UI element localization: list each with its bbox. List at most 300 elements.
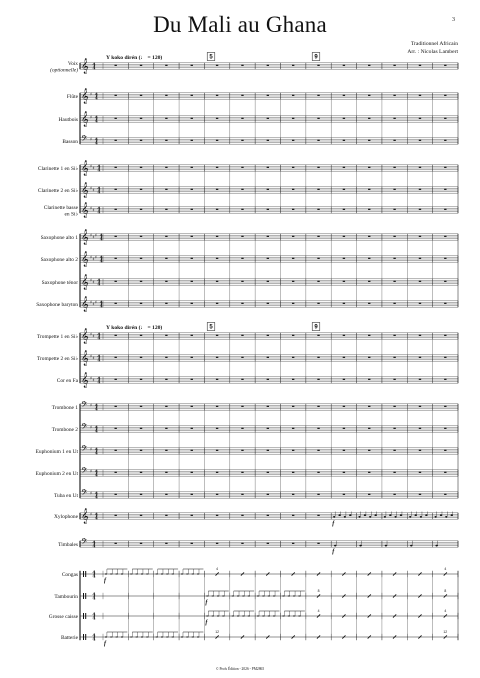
whole-rest: [114, 118, 116, 119]
whole-rest: [165, 95, 167, 96]
whole-rest: [368, 236, 370, 237]
time-signature-denominator: 4: [97, 380, 101, 386]
time-signature-denominator: 4: [92, 574, 96, 580]
time-signature-numerator: 4: [97, 332, 101, 338]
whole-rest: [292, 303, 294, 304]
whole-rest: [317, 357, 319, 358]
whole-rest: [216, 65, 218, 66]
whole-rest: [140, 379, 142, 380]
whole-rest: [444, 494, 446, 495]
instrument-label: Clarinette basse: [43, 205, 78, 211]
sharp-icon: ♯: [90, 469, 93, 475]
instrument-label: Tuba en Ut: [53, 492, 78, 499]
whole-rest: [140, 450, 142, 451]
whole-rest: [317, 335, 319, 336]
whole-rest: [191, 450, 193, 451]
whole-rest: [267, 335, 269, 336]
whole-rest: [216, 303, 218, 304]
time-signature-numerator: 4: [94, 469, 99, 475]
whole-rest: [114, 95, 116, 96]
whole-rest: [393, 472, 395, 473]
whole-rest: [419, 258, 421, 259]
whole-rest: [267, 189, 269, 190]
whole-rest: [343, 140, 345, 141]
percussion-clef-icon: [85, 634, 86, 640]
whole-rest: [393, 140, 395, 141]
whole-rest: [368, 118, 370, 119]
whole-rest: [317, 450, 319, 451]
whole-rest: [165, 303, 167, 304]
time-signature-numerator: 4: [94, 491, 99, 497]
whole-rest: [140, 281, 142, 282]
whole-rest: [267, 357, 269, 358]
time-signature-numerator: 4: [94, 92, 99, 98]
percussion-clef-icon: [83, 634, 84, 640]
whole-rest: [140, 65, 142, 66]
whole-rest: [241, 428, 243, 429]
sharp-icon: ♯: [90, 403, 93, 409]
whole-rest: [343, 450, 345, 451]
whole-rest: [292, 379, 294, 380]
sharp-icon: ♯: [90, 278, 93, 284]
whole-rest: [343, 65, 345, 66]
whole-rest: [241, 494, 243, 495]
time-signature-numerator: 4: [97, 186, 101, 192]
whole-rest: [368, 303, 370, 304]
treble-clef-icon: 𝄞: [81, 297, 89, 313]
whole-rest: [191, 118, 193, 119]
whole-rest: [343, 357, 345, 358]
sharp-icon: ♯: [92, 235, 95, 241]
whole-rest: [419, 65, 421, 66]
instrument-label: Clarinette 1 en Si♭: [37, 165, 78, 172]
dynamic-marking: f: [332, 521, 335, 527]
bass-clef-icon: 𝄢: [81, 489, 88, 501]
whole-rest: [444, 167, 446, 168]
whole-rest: [216, 140, 218, 141]
whole-rest: [165, 543, 167, 544]
whole-rest: [267, 450, 269, 451]
rehearsal-mark: 5: [209, 54, 213, 61]
xylophone-note: [369, 516, 371, 518]
whole-rest: [241, 303, 243, 304]
time-signature-numerator: 4: [97, 376, 101, 382]
sharp-icon: ♯: [90, 92, 93, 98]
whole-rest: [419, 209, 421, 210]
whole-rest: [216, 95, 218, 96]
whole-rest: [444, 140, 446, 141]
instrument-label: Saxophone ténor: [41, 279, 78, 286]
whole-rest: [140, 118, 142, 119]
instrument-label: Timbales: [58, 541, 78, 548]
whole-rest: [165, 236, 167, 237]
sharp-icon: ♯: [92, 188, 95, 194]
xylophone-note: [364, 514, 366, 516]
instrument-sublabel: (optionnelle): [50, 67, 78, 74]
xylophone-note: [333, 516, 335, 518]
whole-rest: [444, 428, 446, 429]
treble-clef-icon: 𝄞: [81, 59, 89, 75]
xylophone-note: [389, 514, 391, 516]
whole-rest: [241, 450, 243, 451]
whole-rest: [241, 258, 243, 259]
instrument-label: Grosse caisse: [48, 613, 78, 620]
whole-rest: [444, 95, 446, 96]
whole-rest: [216, 515, 218, 516]
time-signature-denominator: 4: [94, 516, 99, 522]
sharp-icon: ♯: [90, 491, 93, 497]
whole-rest: [241, 335, 243, 336]
whole-rest: [292, 335, 294, 336]
whole-rest: [419, 303, 421, 304]
repeat-count: 4: [444, 609, 447, 613]
arranger-credit: Arr. : Nicolas Lambert: [407, 49, 458, 55]
time-signature-denominator: 4: [97, 168, 101, 174]
xylophone-note: [451, 514, 453, 516]
whole-rest: [216, 357, 218, 358]
whole-rest: [191, 303, 193, 304]
percussion-clef-icon: [83, 593, 84, 599]
repeat-count: 12: [443, 630, 448, 634]
time-signature-denominator: 4: [94, 119, 99, 125]
whole-rest: [317, 303, 319, 304]
time-signature-denominator: 4: [97, 190, 101, 196]
dynamic-marking: f: [205, 620, 208, 626]
treble-clef-icon: 𝄞: [81, 509, 89, 525]
dynamic-marking: f: [104, 578, 106, 584]
whole-rest: [216, 472, 218, 473]
xylophone-note: [374, 514, 376, 516]
timpani-note: [334, 545, 336, 547]
whole-rest: [165, 494, 167, 495]
whole-rest: [292, 450, 294, 451]
repeat-count: 4: [216, 567, 219, 571]
whole-rest: [343, 335, 345, 336]
whole-rest: [140, 335, 142, 336]
whole-rest: [191, 472, 193, 473]
time-signature-denominator: 4: [92, 616, 96, 622]
whole-rest: [241, 167, 243, 168]
rehearsal-mark: 5: [209, 324, 213, 331]
whole-rest: [419, 281, 421, 282]
whole-rest: [317, 494, 319, 495]
whole-rest: [444, 258, 446, 259]
whole-rest: [444, 472, 446, 473]
whole-rest: [292, 357, 294, 358]
whole-rest: [191, 189, 193, 190]
whole-rest: [216, 281, 218, 282]
time-signature-numerator: 4: [92, 633, 96, 639]
whole-rest: [393, 281, 395, 282]
sharp-icon: ♯: [92, 208, 95, 214]
whole-rest: [444, 236, 446, 237]
sharp-icon: ♯: [90, 115, 93, 121]
whole-rest: [267, 543, 269, 544]
whole-rest: [343, 209, 345, 210]
treble-clef-icon: 𝄞: [81, 89, 89, 105]
whole-rest: [216, 209, 218, 210]
whole-rest: [393, 258, 395, 259]
instrument-label: Congas: [61, 571, 78, 578]
whole-rest: [343, 472, 345, 473]
whole-rest: [317, 167, 319, 168]
whole-rest: [241, 357, 243, 358]
whole-rest: [191, 236, 193, 237]
whole-rest: [419, 236, 421, 237]
whole-rest: [343, 406, 345, 407]
whole-rest: [241, 543, 243, 544]
percussion-clef-icon: [85, 613, 86, 619]
whole-rest: [343, 303, 345, 304]
whole-rest: [292, 95, 294, 96]
whole-rest: [393, 167, 395, 168]
whole-rest: [165, 65, 167, 66]
whole-rest: [165, 335, 167, 336]
whole-rest: [444, 379, 446, 380]
whole-rest: [317, 543, 319, 544]
whole-rest: [292, 189, 294, 190]
whole-rest: [317, 118, 319, 119]
instrument-label: Trombone 2: [51, 426, 78, 433]
treble-clef-icon: 𝄞: [81, 351, 89, 367]
whole-rest: [292, 167, 294, 168]
whole-rest: [216, 118, 218, 119]
whole-rest: [317, 140, 319, 141]
whole-rest: [165, 167, 167, 168]
whole-rest: [241, 209, 243, 210]
whole-rest: [292, 140, 294, 141]
whole-rest: [444, 450, 446, 451]
timpani-note: [385, 545, 387, 547]
treble-clef-icon: 𝄞: [81, 112, 89, 128]
whole-rest: [165, 472, 167, 473]
whole-rest: [393, 95, 395, 96]
whole-rest: [292, 258, 294, 259]
rehearsal-mark: 9: [314, 54, 318, 61]
treble-clef-icon: 𝄞: [81, 230, 89, 246]
whole-rest: [343, 95, 345, 96]
sharp-icon: ♯: [92, 280, 95, 286]
whole-rest: [267, 472, 269, 473]
whole-rest: [241, 281, 243, 282]
whole-rest: [241, 95, 243, 96]
sharp-icon: ♯: [90, 376, 93, 382]
instrument-label: Voix: [67, 61, 78, 67]
whole-rest: [444, 189, 446, 190]
whole-rest: [114, 189, 116, 190]
xylophone-note: [384, 516, 386, 518]
instrument-label: Trompette 1 en Si♭: [36, 333, 78, 340]
whole-rest: [444, 357, 446, 358]
xylophone-note: [445, 516, 447, 518]
whole-rest: [368, 167, 370, 168]
whole-rest: [419, 335, 421, 336]
whole-rest: [114, 472, 116, 473]
dynamic-marking: f: [104, 641, 106, 647]
whole-rest: [393, 189, 395, 190]
sharp-icon: ♯: [92, 356, 95, 362]
whole-rest: [241, 236, 243, 237]
whole-rest: [393, 118, 395, 119]
bass-clef-icon: 𝄢: [81, 538, 88, 550]
sharp-icon: ♯: [94, 233, 97, 239]
repeat-count: 12: [215, 630, 219, 634]
whole-rest: [368, 335, 370, 336]
time-signature-denominator: 4: [94, 451, 99, 457]
whole-rest: [368, 450, 370, 451]
time-signature-numerator: 4: [97, 206, 101, 212]
whole-rest: [444, 281, 446, 282]
whole-rest: [393, 450, 395, 451]
xylophone-note: [344, 516, 346, 518]
xylophone-note: [440, 514, 442, 516]
whole-rest: [419, 494, 421, 495]
instrument-label: Basson: [62, 138, 78, 145]
xylophone-note: [338, 514, 340, 516]
repeat-count: 4: [444, 567, 447, 571]
whole-rest: [419, 428, 421, 429]
whole-rest: [368, 258, 370, 259]
tempo-marking: Y koko dirén (♩ = 120): [106, 325, 163, 331]
bass-clef-icon: 𝄢: [81, 445, 88, 457]
whole-rest: [343, 494, 345, 495]
whole-rest: [191, 209, 193, 210]
whole-rest: [343, 379, 345, 380]
whole-rest: [191, 335, 193, 336]
repeat-count: 4: [317, 609, 320, 613]
time-signature-numerator: 4: [94, 137, 99, 143]
whole-rest: [267, 515, 269, 516]
whole-rest: [114, 428, 116, 429]
sharp-icon: ♯: [92, 378, 95, 384]
whole-rest: [140, 140, 142, 141]
whole-rest: [241, 379, 243, 380]
time-signature-denominator: 4: [94, 495, 99, 501]
xylophone-note: [358, 516, 360, 518]
sharp-icon: ♯: [90, 186, 93, 192]
whole-rest: [165, 140, 167, 141]
whole-rest: [165, 357, 167, 358]
sharp-icon: ♯: [90, 447, 93, 453]
whole-rest: [165, 209, 167, 210]
whole-rest: [114, 281, 116, 282]
whole-rest: [165, 379, 167, 380]
whole-rest: [317, 428, 319, 429]
whole-rest: [343, 236, 345, 237]
whole-rest: [216, 236, 218, 237]
time-signature-denominator: 4: [99, 259, 103, 265]
sharp-icon: ♯: [92, 302, 95, 308]
time-signature-numerator: 4: [94, 115, 99, 121]
whole-rest: [267, 379, 269, 380]
whole-rest: [267, 95, 269, 96]
instrument-label: Saxophone alto 1: [40, 234, 78, 241]
whole-rest: [267, 236, 269, 237]
time-signature-denominator: 4: [99, 237, 103, 243]
whole-rest: [292, 494, 294, 495]
instrument-label: Xylophone: [54, 513, 78, 520]
whole-rest: [140, 515, 142, 516]
whole-rest: [191, 379, 193, 380]
treble-clef-icon: 𝄞: [81, 183, 89, 199]
whole-rest: [317, 95, 319, 96]
whole-rest: [419, 95, 421, 96]
whole-rest: [292, 428, 294, 429]
whole-rest: [343, 118, 345, 119]
whole-rest: [114, 335, 116, 336]
whole-rest: [140, 236, 142, 237]
whole-rest: [393, 406, 395, 407]
time-signature-denominator: 4: [97, 282, 101, 288]
whole-rest: [191, 258, 193, 259]
whole-rest: [343, 281, 345, 282]
sharp-icon: ♯: [92, 334, 95, 340]
whole-rest: [419, 406, 421, 407]
whole-rest: [140, 357, 142, 358]
sharp-icon: ♯: [90, 300, 93, 306]
time-signature-numerator: 4: [97, 354, 101, 360]
treble-clef-icon: 𝄞: [81, 252, 89, 268]
instrument-label: Cor en Fa: [56, 377, 78, 384]
whole-rest: [191, 167, 193, 168]
whole-rest: [368, 189, 370, 190]
whole-rest: [292, 209, 294, 210]
time-signature-numerator: 4: [92, 540, 96, 546]
instrument-label: Trombone 1: [51, 404, 78, 411]
whole-rest: [140, 494, 142, 495]
instrument-label: Saxophone baryton: [36, 301, 78, 308]
whole-rest: [114, 258, 116, 259]
whole-rest: [216, 406, 218, 407]
whole-rest: [241, 472, 243, 473]
whole-rest: [191, 281, 193, 282]
whole-rest: [368, 472, 370, 473]
whole-rest: [368, 95, 370, 96]
whole-rest: [444, 65, 446, 66]
whole-rest: [216, 189, 218, 190]
instrument-label: Flûte: [66, 93, 78, 100]
time-signature-numerator: 4: [94, 425, 99, 431]
whole-rest: [165, 450, 167, 451]
time-signature-numerator: 4: [99, 300, 103, 306]
whole-rest: [444, 335, 446, 336]
sharp-icon: ♯: [92, 257, 95, 263]
whole-rest: [140, 428, 142, 429]
sharp-icon: ♯: [90, 255, 93, 261]
whole-rest: [191, 494, 193, 495]
xylophone-note: [420, 516, 422, 518]
whole-rest: [267, 258, 269, 259]
xylophone-note: [415, 514, 417, 516]
whole-rest: [114, 303, 116, 304]
sharp-icon: ♯: [92, 166, 95, 172]
whole-rest: [191, 357, 193, 358]
whole-rest: [216, 167, 218, 168]
time-signature-denominator: 4: [97, 336, 101, 342]
whole-rest: [191, 428, 193, 429]
whole-rest: [114, 209, 116, 210]
time-signature-denominator: 4: [92, 544, 96, 550]
whole-rest: [393, 209, 395, 210]
whole-rest: [368, 406, 370, 407]
rehearsal-mark: 9: [314, 324, 318, 331]
whole-rest: [292, 472, 294, 473]
whole-rest: [114, 494, 116, 495]
whole-rest: [140, 543, 142, 544]
whole-rest: [444, 209, 446, 210]
whole-rest: [114, 379, 116, 380]
whole-rest: [267, 428, 269, 429]
